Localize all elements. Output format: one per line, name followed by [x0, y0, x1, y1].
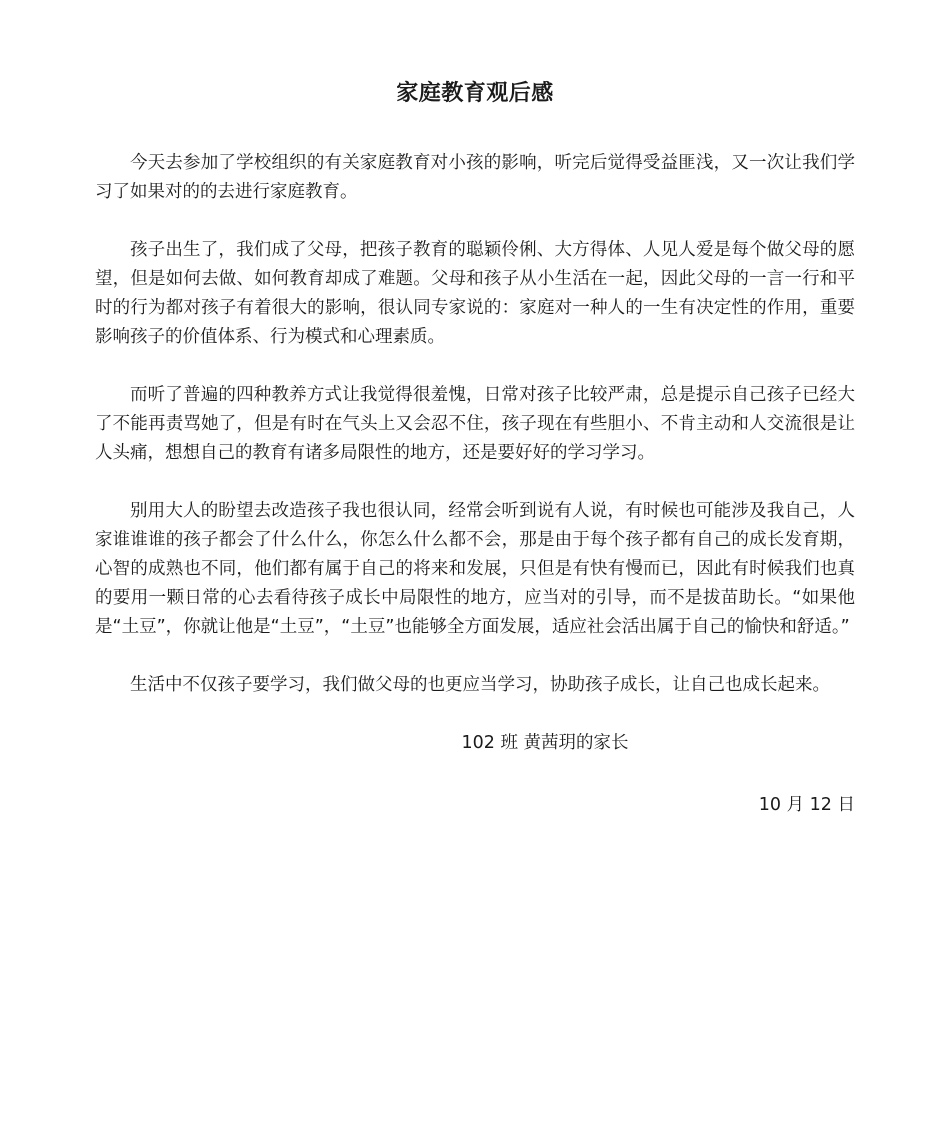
- document-body: [95, 149, 855, 700]
- paragraph-3: 而听了普遍的四种教养方式让我觉得很羞愧，日常对孩子比较严肃，总是提示自己孩子已经大了不能再责骂她了，但是有时在气头上又会忍不住，孩子现在有些胆小、不肯主动和人交流很是让人头痛，想想自己的教育有诸多局限性的地方，还是要好好的学习学习。: [95, 385, 855, 463]
- paragraph-4: 别用大人的盼望去改造孩子我也很认同，经常会听到说有人说，有时候也可能涉及我自己，人家谁谁谁的孩子都会了什么什么，你怎么什么都不会，那是由于每个孩子都有自己的成长发育期，心智的成熟也不同，他们都有属于自己的将来和发展，只但是有快有慢而已，因此有时候我们也真的要用一颗日常的心去看待孩子成长中局限性的地方，应当对的引导，而不是拔苗助长。“如果他是“土豆”，你就让他是“土豆”，“土豆”也能够全方面发展，适应社会活出属于自己的愉快和舒适。”: [95, 501, 855, 637]
- paragraph-1: 今天去参加了学校组织的有关家庭教育对小孩的影响，听完后觉得受益匪浅，又一次让我们学习了如果对的的去进行家庭教育。: [95, 153, 855, 202]
- paragraph-5: 生活中不仅孩子要学习，我们做父母的也更应当学习，协助孩子成长，让自己也成长起来。: [130, 675, 830, 695]
- paragraph-2: 孩子出生了，我们成了父母，把孩子教育的聪颖伶俐、大方得体、人见人爱是每个做父母的愿望，但是如何去做、如何教育却成了难题。父母和孩子从小生活在一起，因此父母的一言一行和平时的行为都对孩子有着很大的影响，很认同专家说的：家庭对一种人的一生有决定性的作用，重要影响孩子的价值体系、行为模式和心理素质。: [95, 240, 855, 347]
- date: 10 月 12 日: [758, 795, 855, 815]
- document-title: 家庭教育观后感: [396, 81, 554, 106]
- document-page: [95, 0, 855, 820]
- signature: 102 班 黄茜玥的家长: [461, 733, 629, 753]
